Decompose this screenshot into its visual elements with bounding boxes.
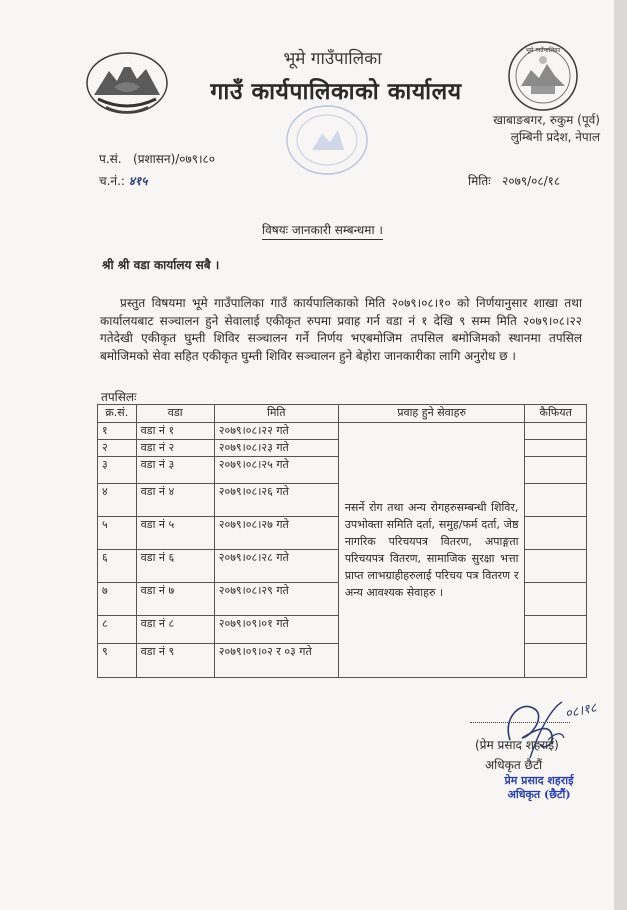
office-title: गाउँ कार्यपालिकाको कार्यालय	[210, 79, 462, 105]
row-remarks	[525, 517, 587, 550]
svg-text:०८।१८: ०८।१८	[563, 700, 599, 722]
header-services: प्रवाह हुने सेवाहरु	[338, 405, 525, 423]
row-ward: वडा नं ५	[136, 517, 214, 550]
header-remarks: कैफियत	[525, 405, 587, 423]
row-ward: वडा नं ९	[136, 644, 214, 678]
row-serial: ५	[98, 517, 137, 550]
letter-subject: विषयः जानकारी सम्बन्धमा ।	[262, 221, 383, 240]
row-ward: वडा नं ८	[136, 616, 214, 644]
row-remarks	[525, 423, 587, 440]
row-remarks	[525, 484, 587, 517]
office-address	[450, 112, 600, 146]
row-serial: ६	[98, 550, 137, 583]
row-serial: १	[98, 423, 137, 440]
row-date: २०७९।०८।२८ गते	[214, 550, 338, 583]
row-serial: २	[98, 440, 137, 457]
row-ward: वडा नं १	[136, 423, 214, 440]
row-date: २०७९।०८।२९ गते	[214, 583, 338, 616]
row-ward: वडा नं ७	[136, 583, 214, 616]
row-ward: वडा नं ३	[136, 457, 214, 484]
row-date: २०७९।०८।२३ गते	[214, 440, 338, 457]
date-value: २०७९/०८/१८	[502, 174, 561, 188]
row-ward: वडा नं ४	[136, 484, 214, 517]
row-remarks	[525, 440, 587, 457]
row-serial: ८	[98, 616, 137, 644]
row-ward: वडा नं ६	[136, 550, 214, 583]
row-serial: ३	[98, 457, 137, 484]
reference-label: प.सं.	[99, 152, 122, 166]
row-serial: ७	[98, 583, 137, 616]
details-label: तपसिलः	[101, 390, 137, 404]
row-remarks	[525, 644, 587, 678]
row-remarks	[525, 457, 587, 484]
address-line-1: खाबाङबगर, रुकुम (पूर्व)	[493, 113, 600, 127]
dispatch-value: ४१५	[128, 174, 148, 188]
schedule-table	[97, 404, 587, 678]
signatory-name: (प्रेम प्रसाद शहराई)	[475, 738, 559, 752]
row-remarks	[525, 583, 587, 616]
stamp-title: अधिकृत (छैटौं)	[507, 788, 571, 801]
row-date: २०७९।०८।२७ गते	[214, 517, 338, 550]
nepal-emblem-icon	[84, 47, 170, 117]
row-remarks	[525, 616, 587, 644]
row-date: २०७९।०८।२६ गते	[214, 484, 338, 517]
reference-value: (प्रशासन)/०७९।८०	[133, 152, 216, 166]
letter-body: प्रस्तुत विषयमा भूमे गाउँपालिका गाउँ कार्यपालिकाको मिति २०७९।०८।१० को निर्णयानुसार शाखा तथा कार्यालयबाट सञ्चालन हुने सेवालाई एकीकृत रुपमा प्रवाह गर्न वडा नं १ देखि ९ सम्म मिति २०७९।०८।२२ गतेदेखी एकीकृत घुम्ती शिविर सञ्चालन गर्ने निर्णय भएबमोजिम तपसिल बमोजिमको स्थानमा तपसिल बमोजिमको सेवा सहित एकीकृत घुम्ती शिविर सञ्चालन हुने बेहोरा जानकारीका लागि अनुरोध छ ।	[100, 296, 582, 363]
header-serial: क्र.सं.	[98, 405, 137, 423]
address-line-2: लुम्बिनी प्रदेश, नेपाल	[510, 130, 600, 144]
page-edge	[614, 0, 627, 910]
row-date: २०७९।०८।२५ गते	[214, 457, 338, 484]
row-date: २०७९।०८।२२ गते	[214, 423, 338, 440]
header-ward: वडा	[136, 405, 214, 423]
signature-stamp	[489, 774, 589, 802]
office-seal-icon	[282, 100, 372, 180]
row-date: २०७९।०९।०१ गते	[214, 616, 338, 644]
letter-date	[468, 172, 560, 189]
municipality-name: भूमे गाउँपालिका	[283, 49, 382, 69]
dispatch-label: च.नं.:	[99, 174, 125, 188]
municipality-logo-icon	[503, 40, 583, 112]
table-row	[98, 423, 587, 440]
svg-text:भूमे गाउँपालिका: भूमे गाउँपालिका	[525, 47, 561, 54]
row-ward: वडा नं २	[136, 440, 214, 457]
row-serial: ४	[98, 484, 137, 517]
date-label: मितिः	[468, 174, 491, 188]
table-header-row	[98, 405, 587, 423]
services-cell: नसर्ने रोग तथा अन्य रोगहरुसम्बन्धी शिविर, उपभोक्ता समिति दर्ता, समुह/फर्म दर्ता, जेष्ठ नागरिक परिचयपत्र वितरण, अपाङ्गता परिचयपत्र वितरण, सामाजिक सुरक्षा भत्ता प्राप्त लाभग्राहीहरुलाई परिचय पत्र वितरण र अन्य आवश्यक सेवाहरु ।	[338, 423, 525, 678]
signatory-title: अधिकृत छैटौं	[485, 758, 543, 772]
reference-number	[99, 150, 215, 167]
row-date: २०७९।०९।०२ र ०३ गते	[214, 644, 338, 678]
letter-addressee: श्री श्री वडा कार्यालय सबै ।	[102, 258, 220, 272]
signature-line	[470, 722, 570, 723]
dispatch-number	[99, 172, 148, 189]
row-remarks	[525, 550, 587, 583]
header-date: मिति	[214, 405, 338, 423]
stamp-name: प्रेम प्रसाद शहराई	[504, 774, 574, 787]
row-serial: ९	[98, 644, 137, 678]
